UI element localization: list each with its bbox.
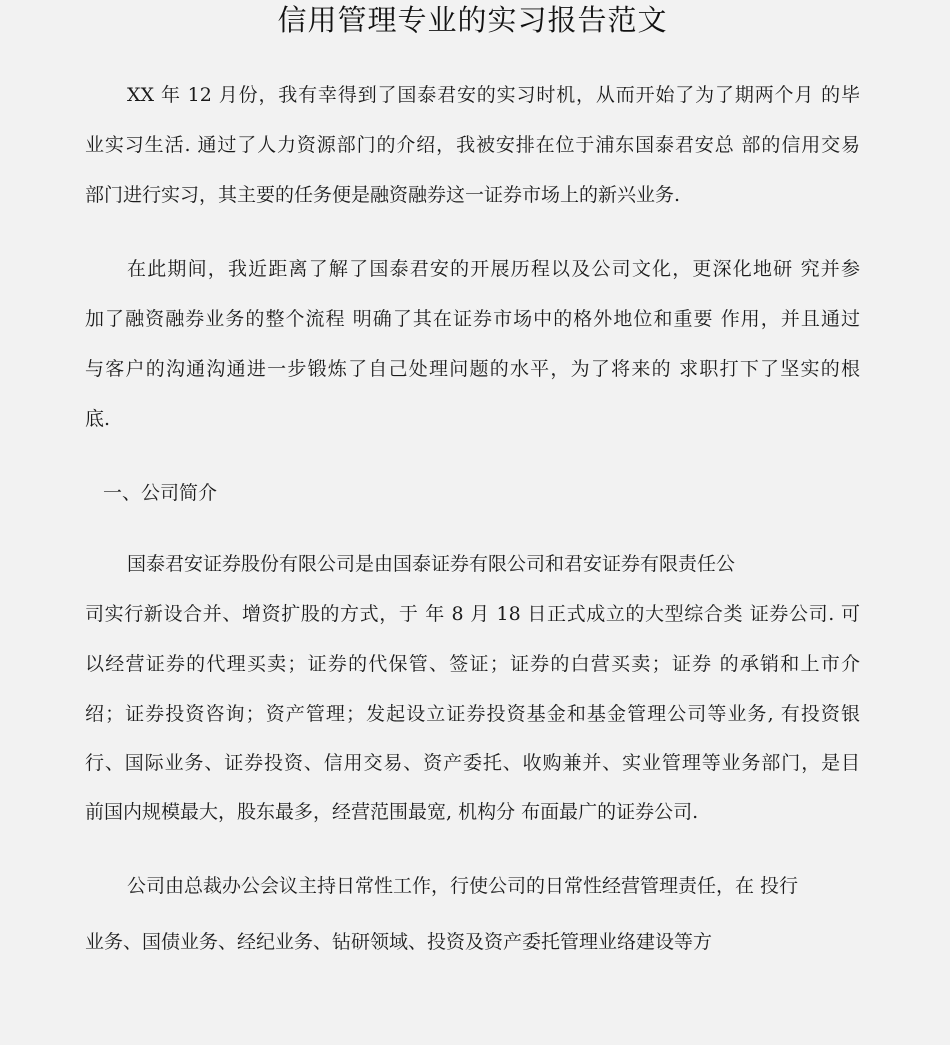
paragraph-line: 加了融资融券业务的整个流程 明确了其在证券市场中的格外地位和重要 作用，并且通过 — [85, 308, 860, 330]
page-title: 信用管理专业的实习报告范文 — [277, 3, 668, 37]
paragraph-line: XX 年 12 月份，我有幸得到了国泰君安的实习时机，从而开始了为了期两个月 的毕 — [127, 84, 860, 106]
paragraph-line: 业务、国债业务、经纪业务、钻研领域、投资及资产委托管理业络建设等方 — [85, 931, 713, 953]
paragraph-line: 底. — [85, 408, 111, 430]
paragraph-line: 国泰君安证券股份有限公司是由国泰证券有限公司和君安证券有限责任公 — [127, 553, 736, 575]
paragraph-line: 业实习生活. 通过了人力资源部门的介绍，我被安排在位于浦东国泰君安总 部的信用交易 — [85, 134, 860, 156]
paragraph-line: 前国内规模最大，股东最多，经营范围最宽, 机构分 布面最广的证券公司. — [85, 801, 699, 823]
section-heading: 一、公司简介 — [103, 482, 218, 504]
paragraph-line: 司实行新设合并、增资扩股的方式，于 年 8 月 18 日正式成立的大型综合类 证券公司. 可 — [85, 603, 860, 625]
paragraph-line: 公司由总裁办公会议主持日常性工作，行使公司的日常性经营管理责任，在 投行 — [127, 875, 799, 897]
paragraph-line: 在此期间，我近距离了解了国泰君安的开展历程以及公司文化，更深化地研 究并参 — [127, 258, 860, 280]
paragraph-line: 与客户的沟通沟通进一步锻炼了自己处理问题的水平，为了将来的 求职打下了坚实的根 — [85, 358, 860, 380]
paragraph-line: 部门进行实习，其主要的任务便是融资融券这一证券市场上的新兴业务. — [85, 184, 681, 206]
paragraph-line: 以经营证券的代理买卖；证券的代保管、签证；证券的白营买卖；证券 的承销和上市介 — [85, 653, 860, 675]
paragraph-line: 行、国际业务、证券投资、信用交易、资产委托、收购兼并、实业管理等业务部门，是目 — [85, 752, 860, 774]
paragraph-line: 绍；证券投资咨询；资产管理；发起设立证券投资基金和基金管理公司等业务, 有投资银 — [85, 703, 860, 725]
